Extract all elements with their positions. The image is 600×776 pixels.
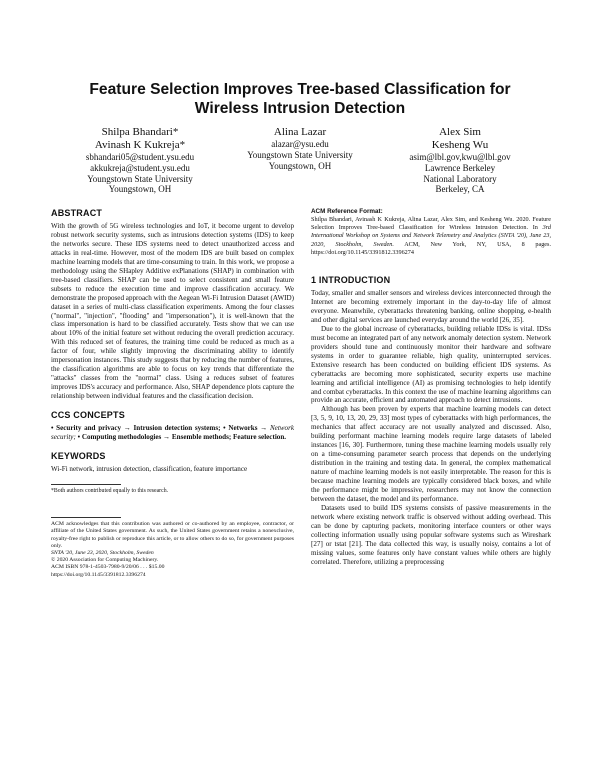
right-column bbox=[311, 208, 551, 567]
author-name: Shilpa Bhandari* bbox=[101, 126, 179, 138]
author-location: Berkeley, CA bbox=[435, 184, 485, 195]
abstract-text: With the growth of 5G wireless technologies and IoT, it become urgent to develop robust network security systems, such as intrusions detection systems (IDS) to keep the networks secure. These IDS systems need to detect unauthorized access and attacks in real-time. However, most of the modern IDS are built based on complex machine learning models that are time-consuming to train. In this work, we propose a methodology using the SHapley Additive exPlanations (SHAP) in combination with tree-based classifiers. SHAP can be used to select consistent and small feature subsets to reduce the execution time and improve classification accuracy. We demonstrate the proposed approach with the Aegean Wi-Fi Intrusion Dataset (AWID) dataset in a series of multi-class classification experiments. Among the four classes ("normal", "injection", "flooding" and "impersonation"), it is well-known that the class impersonation is hard to be classified accurately. Tests show that we can use about 10% of the initial feature set without reducing the overall prediction accuracy. With this reduced set of features, the training time could be reduced as much as a factor of four, while slightly improving the discriminating ability to identify impersonation instances. This study suggests that by reducing the number of features, the classification algorithms are able to focus on key trends that differentiate the "attacks" classes from the "normal" class. Using a reduces subset of features improves IDS's accuracy and performance. Also, SHAP dependence plots capture the relationship between individual features and the classification decision. bbox=[51, 222, 294, 401]
author-name: Avinash K Kukreja* bbox=[94, 139, 186, 151]
author-affiliation: Youngstown State University bbox=[247, 149, 353, 160]
footnote: *Both authors contributed equally to this research. bbox=[51, 487, 169, 494]
ccs-part: • Security and privacy → Intrusion detection systems; bbox=[51, 424, 221, 433]
reference-format-text bbox=[311, 216, 551, 257]
acm-notice-block bbox=[51, 521, 294, 579]
author-email: akkukreja@student.ysu.edu bbox=[90, 162, 190, 173]
acm-isbn-line: ACM ISBN 978-1-4503-7980-9/20/06 . . . $15.00 bbox=[51, 564, 165, 571]
author-name: Kesheng Wu bbox=[431, 139, 489, 151]
author-affiliation: National Laboratory bbox=[423, 173, 497, 184]
author-location: Youngstown, OH bbox=[268, 160, 332, 171]
intro-paragraph: Datasets used to build IDS systems consists of passive measurements in the network where existing network traffic is observed without adding overhead. This can be done by capturing packets, monitoring interface counters or other ways collecting information usually using popular software systems such as Wireshark [27] or tstat [21]. The data collected this way, is usually noisy, contains a lot of missing values, some features only have constant values while others are highly correlated. Therefore, utilizing a preprocessing bbox=[311, 503, 551, 566]
ccs-part: • Networks → bbox=[220, 424, 270, 433]
author-affiliation: Lawrence Berkeley bbox=[424, 162, 496, 173]
author-email: alazar@ysu.edu bbox=[271, 139, 329, 149]
ccs-part: • Computing methodologies → Ensemble methods; Feature selection. bbox=[75, 433, 287, 442]
keywords-heading: KEYWORDS bbox=[51, 450, 106, 461]
author-email: sbhandari05@student.ysu.edu bbox=[85, 152, 195, 162]
keywords-text: Wi-Fi network, intrusion detection, classification, feature importance bbox=[51, 464, 248, 473]
author-block-3 bbox=[380, 126, 540, 195]
paper-title bbox=[60, 80, 540, 118]
author-location: Youngstown, OH bbox=[108, 184, 172, 195]
author-email: asim@lbl.gov,kwu@lbl.gov bbox=[409, 152, 511, 162]
author-block-1 bbox=[60, 126, 220, 195]
introduction-heading: 1 INTRODUCTION bbox=[311, 275, 391, 286]
ccs-concepts bbox=[51, 424, 294, 442]
acm-conf-line: SNTA '20, June 23, 2020, Stockholm, Sweden bbox=[51, 549, 154, 556]
intro-paragraph: Today, smaller and smaller sensors and wireless devices interconnected through the Internet are becoming extremely important in the day-to-day life of almost everyone. Meanwhile, cyberattacks threatening banking, online shopping, e-health and other digital services are launched everyday around the world [26, 35]. bbox=[311, 289, 551, 324]
intro-paragraph: Due to the global increase of cyberattacks, building reliable IDSs is vital. IDSs must become an integrated part of any network anomaly detection system. Network providers should tune and continuously monitor their hardware and software systems in order to guarantee reliable, high quality, uninterrupted services. Extensive research has been conducted on building efficient IDS systems. As cyberattacks are becoming more sophisticated, security experts use machine learning and artificial intelligence (AI) as promising technologies to help identify and combat cyberattacks. In this context the use of machine learning algorithms can provide an accurate, efficient and automated approach to detect intrusions. bbox=[311, 324, 551, 405]
acm-notice: ACM acknowledges that this contribution was authored or co-authored by an employee, contractor, or affiliate of the United States government. As such, the United States government retains a nonexclusive, royalty-free right to publish or reproduce this article, or to allow others to do so, for government purposes only. bbox=[51, 521, 294, 549]
intro-paragraph: Although has been proven by experts that machine learning models can detect [3, 5, 9, 10, 13, 20, 29, 33] most types of cyberattacks with high performances, the mechanics that affect accuracy are not usually analyzed and discussed. Also, building performant machine learning models require large datasets of labeled instances [16, 30]. Furthermore, tuning these machine learning models usually rely on a time-consuming parameter search process that depends on the underlying distribution in the training and testing data. In general, the complex mathematical nature of machine learning models is not easily interpretable. The reason for this is because machine learning models are typically considered black boxes, and while the performance might be impressive, researchers may not know the connection between the dataset, the model and its performance. bbox=[311, 405, 551, 503]
ref-part-italic: 3rd International Workshop on Systems and Network Telemetry and Analytics (SNTA '20), June 23, 2020, Stockholm, Sweden. bbox=[311, 224, 551, 248]
ref-part: Shilpa Bhandari, Avinash K Kukreja, Alina Lazar, Alex Sim, and Kesheng Wu. 2020. Feature Selection Improves Tree-based Classification for Wireless Intrusion Detection. In bbox=[311, 216, 551, 232]
acm-doi-line: https://doi.org/10.1145/3391812.3396274 bbox=[51, 571, 146, 578]
abstract-heading: ABSTRACT bbox=[51, 208, 103, 218]
acm-copyright-line: © 2020 Association for Computing Machinery. bbox=[51, 557, 159, 564]
title-line-2: Wireless Intrusion Detection bbox=[194, 100, 406, 117]
ccs-part: Network security; bbox=[51, 424, 294, 442]
reference-format-heading: ACM Reference Format: bbox=[311, 208, 383, 215]
author-block-2 bbox=[220, 126, 380, 171]
ccs-heading: CCS CONCEPTS bbox=[51, 410, 125, 421]
footnote-rule bbox=[51, 484, 121, 485]
ref-part: ACM, New York, NY, USA, 8 pages. https://doi.org/10.1145/3391812.3396274 bbox=[311, 240, 551, 256]
author-name: Alina Lazar bbox=[273, 126, 327, 138]
author-affiliation: Youngstown State University bbox=[87, 173, 193, 184]
left-column bbox=[51, 208, 294, 579]
author-name: Alex Sim bbox=[439, 126, 481, 138]
title-line-1: Feature Selection Improves Tree-based Classification for bbox=[89, 81, 511, 98]
acm-rule bbox=[51, 517, 121, 518]
